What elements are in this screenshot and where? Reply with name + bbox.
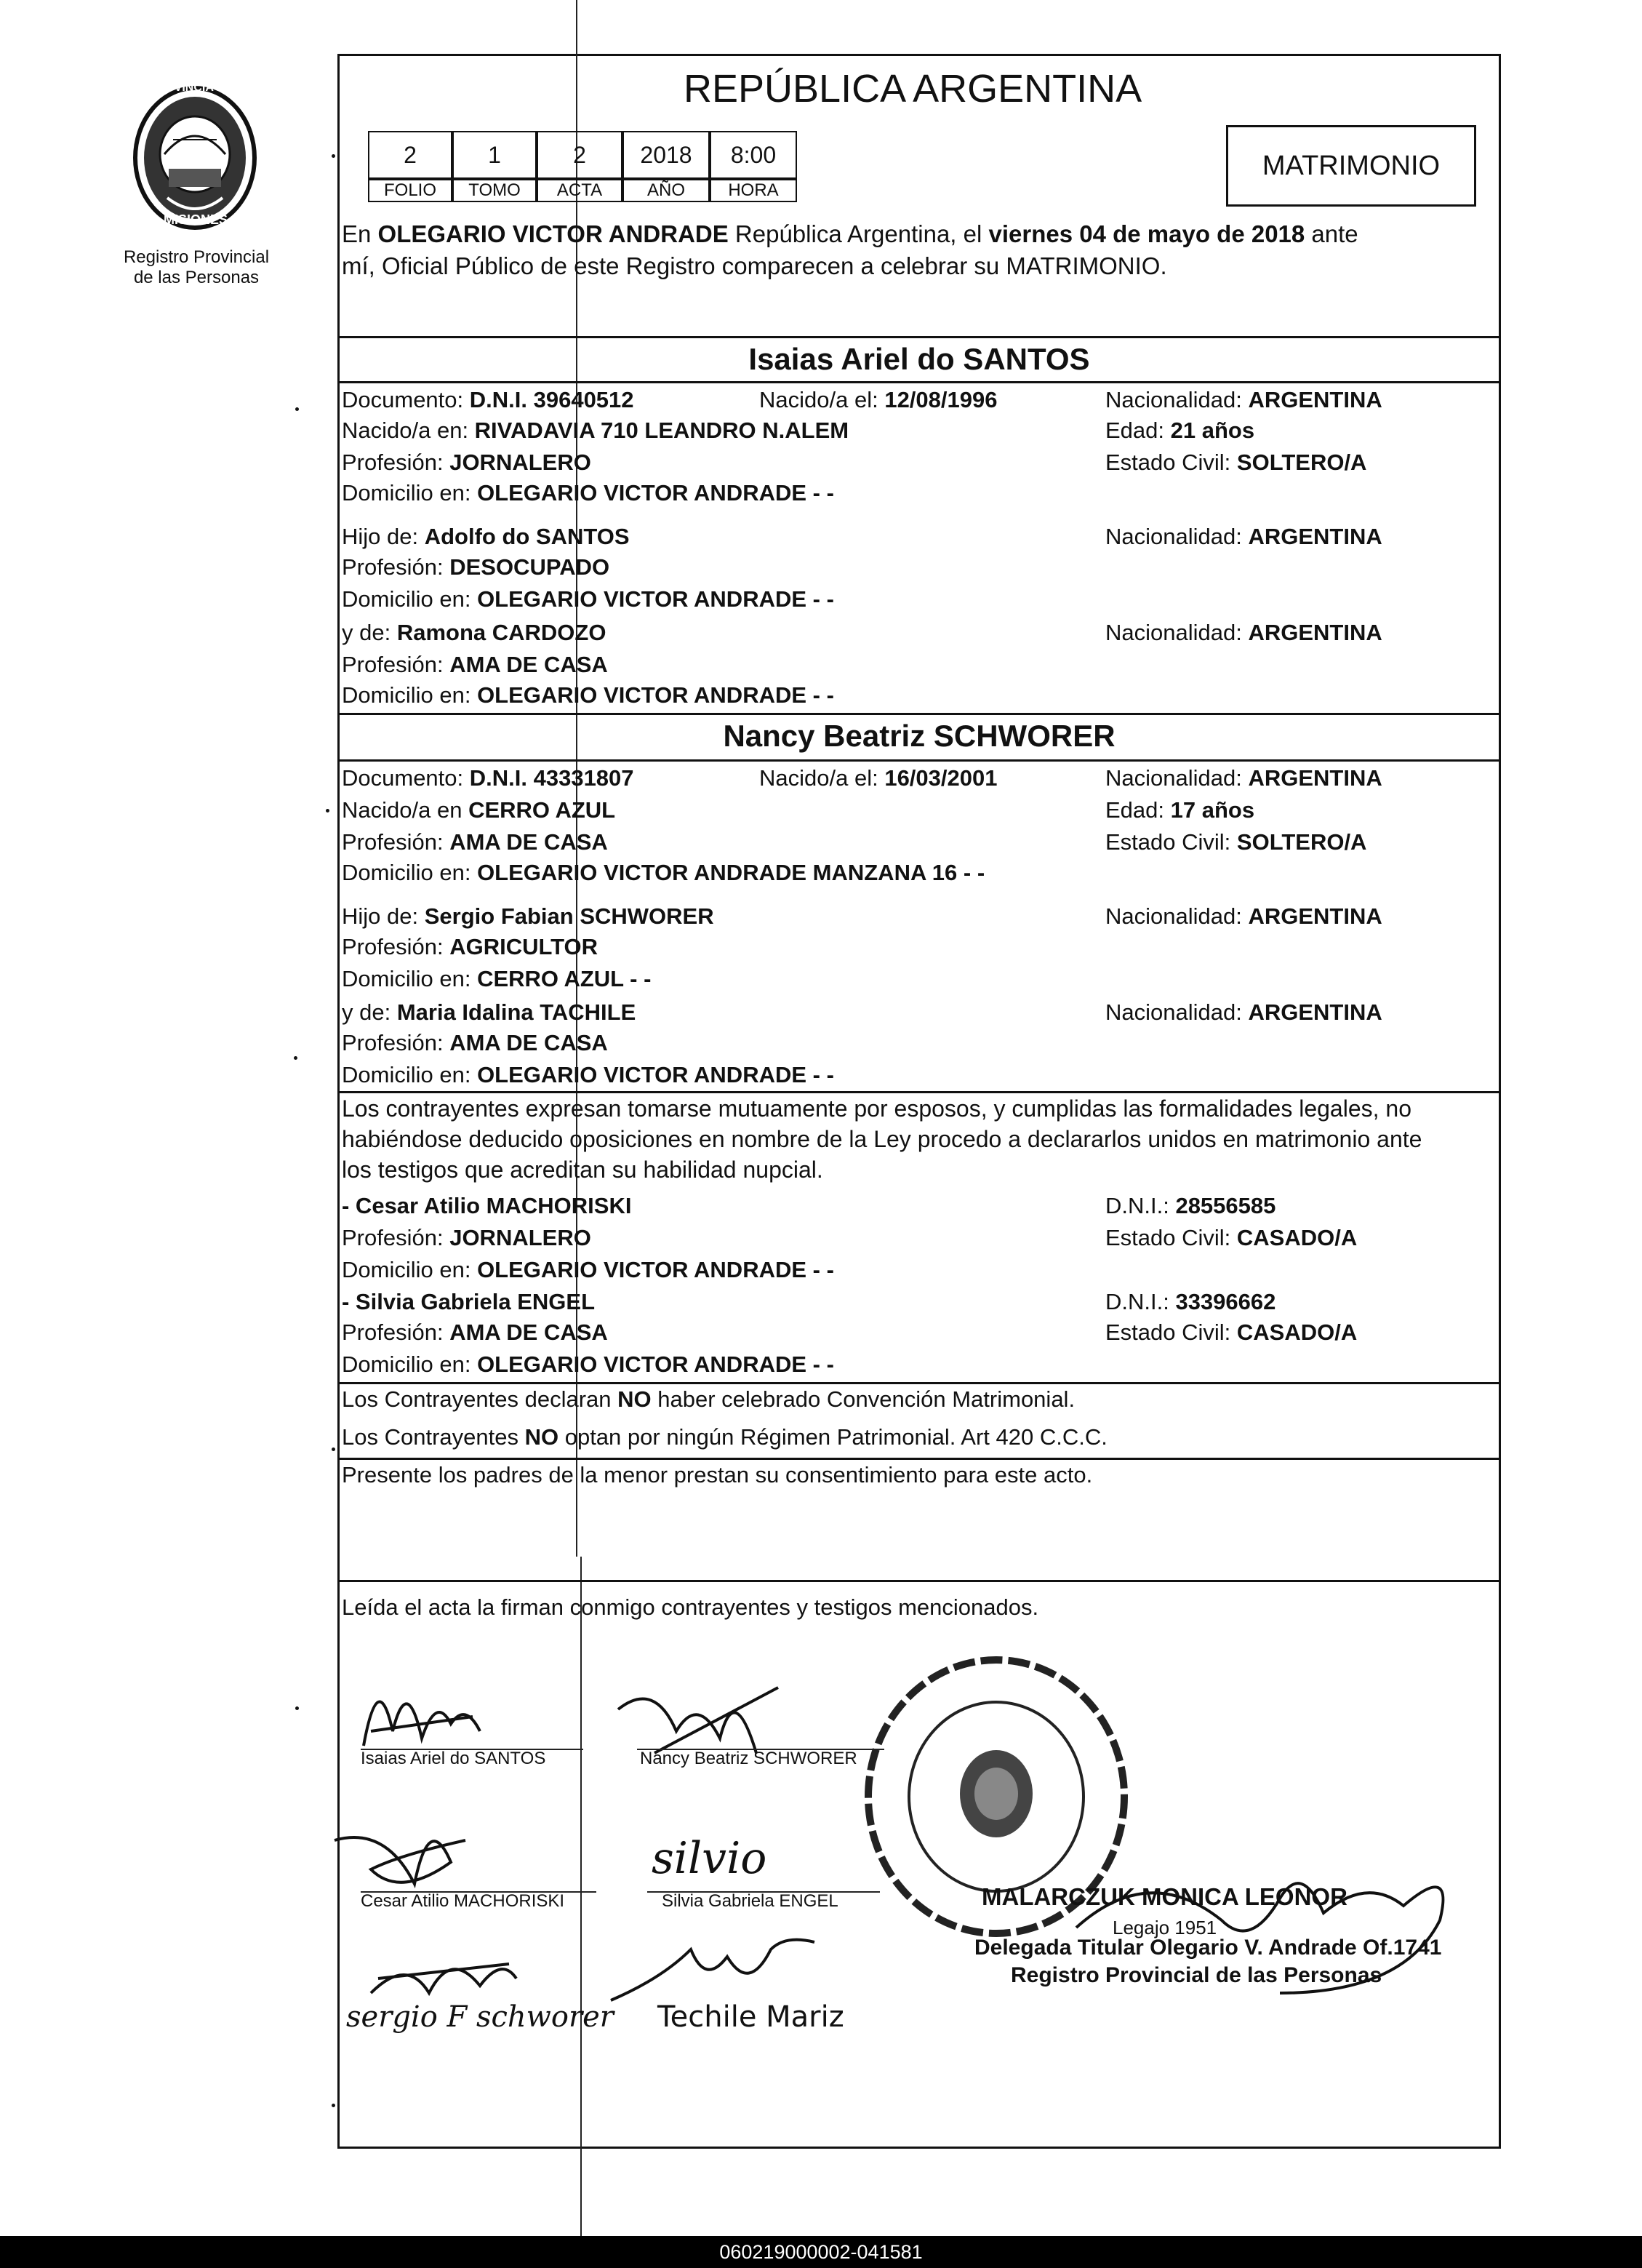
- label: Domicilio en:: [342, 1062, 478, 1087]
- spouse1-civil-status: [1105, 448, 1366, 477]
- spouse2-doc-value: D.N.I. 43331807: [469, 765, 634, 791]
- spouse2-age: [1105, 796, 1254, 825]
- acta-value: 2: [537, 131, 622, 179]
- official-name: MALARCZUK MONICA LEONOR: [982, 1883, 1347, 1910]
- spouse2-mother-nat-value: ARGENTINA: [1248, 999, 1382, 1025]
- signer-nancy: Nancy Beatriz SCHWORER: [640, 1749, 857, 1768]
- label: Profesión:: [342, 1030, 450, 1055]
- spouse1-nat-value: ARGENTINA: [1248, 387, 1382, 412]
- witness2-civil-value: CASADO/A: [1236, 1319, 1358, 1345]
- intro-text-3: ante: [1305, 220, 1358, 247]
- hora-label: HORA: [710, 179, 797, 202]
- label: Domicilio en:: [342, 860, 478, 885]
- spouse1-profession: [342, 448, 591, 477]
- tomo-value: 1: [452, 131, 537, 179]
- text: optan por ningún Régimen Patrimonial. Art 420 C.C.C.: [558, 1424, 1108, 1450]
- spouse1-mother-value: Ramona CARDOZO: [396, 620, 606, 645]
- witness1-dni: [1105, 1191, 1275, 1221]
- label: Domicilio en:: [342, 480, 478, 506]
- intro-date: viernes 04 de mayo de 2018: [988, 220, 1305, 247]
- handwritten-tachile: Techile Mariz: [657, 2000, 844, 2034]
- spouse2-father-nat-value: ARGENTINA: [1248, 903, 1382, 929]
- spouse2-father-domicile: [342, 965, 651, 994]
- spouse2-mother: [342, 998, 636, 1027]
- label: Hijo de:: [342, 524, 425, 549]
- spouse2-born-in-value: CERRO AZUL: [468, 797, 616, 823]
- witness1-domicile: [342, 1255, 834, 1285]
- spouse1-father-prof-value: DESOCUPADO: [449, 554, 610, 580]
- declaration-line-3: los testigos que acreditan su habilidad nupcial.: [342, 1157, 823, 1183]
- convention-line-1: [342, 1385, 1075, 1414]
- registry-name: [95, 247, 298, 288]
- spouse2-birthdate: [759, 764, 997, 793]
- label: D.N.I.:: [1105, 1193, 1176, 1218]
- spouse2-father-nationality: [1105, 902, 1382, 931]
- label: Nacionalidad:: [1105, 620, 1249, 645]
- margin-dot: [295, 1706, 299, 1710]
- spouse1-age: [1105, 416, 1254, 445]
- declaration-line-2: habiéndose deducido oposiciones en nombre de la Ley procedo a declararlos unidos en matrimonio ante: [342, 1126, 1422, 1152]
- spouse2-father-value: Sergio Fabian SCHWORER: [424, 903, 714, 929]
- read-line: Leída el acta la firman conmigo contrayentes y testigos mencionados.: [342, 1594, 1039, 1620]
- label: y de:: [342, 999, 397, 1025]
- spouse2-civil-status: [1105, 828, 1366, 857]
- label: Edad:: [1105, 418, 1171, 443]
- label: Nacionalidad:: [1105, 999, 1249, 1025]
- spouse2-mother-prof-value: AMA DE CASA: [449, 1030, 608, 1055]
- declaration-line-1: Los contrayentes expresan tomarse mutuamente por esposos, y cumplidas las formalidades legales, no: [342, 1095, 1411, 1122]
- margin-dot: [332, 1448, 335, 1451]
- label: D.N.I.:: [1105, 1289, 1176, 1314]
- witness1-civil-status: [1105, 1223, 1357, 1253]
- spouse2-domicile: [342, 858, 985, 887]
- spouse2-document: [342, 764, 634, 793]
- label: Domicilio en:: [342, 1351, 478, 1377]
- spouse1-mother-prof-value: AMA DE CASA: [449, 652, 608, 677]
- divider: [339, 1382, 1499, 1384]
- spouse2-name: Nancy Beatriz SCHWORER: [723, 719, 1116, 753]
- hora-value: 8:00: [710, 131, 797, 179]
- label: Nacionalidad:: [1105, 387, 1249, 412]
- spouse1-civil-value: SOLTERO/A: [1236, 450, 1367, 475]
- divider: [339, 1458, 1499, 1460]
- label: Nacido/a el:: [759, 765, 885, 791]
- label: Edad:: [1105, 797, 1171, 823]
- spouse1-mother-nationality: [1105, 618, 1382, 647]
- label: Hijo de:: [342, 903, 425, 929]
- label: y de:: [342, 620, 397, 645]
- text: Los Contrayentes: [342, 1424, 525, 1450]
- signature-cesar: [327, 1797, 473, 1906]
- witness2-profession: [342, 1318, 608, 1347]
- spouse2-mother-profession: [342, 1029, 608, 1058]
- spouse2-profession: [342, 828, 608, 857]
- label: Nacionalidad:: [1105, 765, 1249, 791]
- label: Domicilio en:: [342, 682, 478, 708]
- label: Profesión:: [342, 829, 450, 855]
- spouse2-prof-value: AMA DE CASA: [449, 829, 608, 855]
- registry-name-line1: Registro Provincial: [123, 247, 270, 267]
- spouse1-birthdate: [759, 386, 997, 415]
- label: Profesión:: [342, 1225, 450, 1250]
- text: Los Contrayentes declaran: [342, 1386, 618, 1412]
- ano-label: AÑO: [622, 179, 710, 202]
- spouse1-birthplace: [342, 416, 849, 445]
- witness2-name: - Silvia Gabriela ENGEL: [342, 1289, 596, 1314]
- spouse1-dom-value: OLEGARIO VICTOR ANDRADE - -: [477, 480, 834, 506]
- intro-text-2: República Argentina, el: [728, 220, 989, 247]
- margin-dot: [295, 407, 299, 411]
- divider: [339, 759, 1499, 762]
- witness2-dni-value: 33396662: [1175, 1289, 1276, 1314]
- witness1-civil-value: CASADO/A: [1236, 1225, 1358, 1250]
- signer-cesar: Cesar Atilio MACHORISKI: [361, 1891, 565, 1911]
- witness1-prof-value: JORNALERO: [449, 1225, 591, 1250]
- divider: [339, 381, 1499, 383]
- label: Documento:: [342, 387, 470, 412]
- label: Profesión:: [342, 554, 450, 580]
- witness2-dni: [1105, 1287, 1275, 1317]
- witness1-profession: [342, 1223, 591, 1253]
- official-legajo: Legajo 1951: [1113, 1917, 1217, 1938]
- spouse1-nationality: [1105, 386, 1382, 415]
- label: Domicilio en:: [342, 1257, 478, 1282]
- spouse2-father-prof-value: AGRICULTOR: [449, 934, 598, 959]
- official-registry: Registro Provincial de las Personas: [1011, 1963, 1382, 1987]
- spouse1-age-value: 21 años: [1170, 418, 1255, 443]
- label: Nacido/a en:: [342, 418, 475, 443]
- spouse2-father: [342, 902, 714, 931]
- spouse2-civil-value: SOLTERO/A: [1236, 829, 1367, 855]
- spouse2-mother-value: Maria Idalina TACHILE: [396, 999, 636, 1025]
- spouse1-document: [342, 386, 634, 415]
- divider: [339, 1580, 1499, 1582]
- spouse1-father-domicile: [342, 585, 834, 614]
- spouse1-father-profession: [342, 553, 609, 582]
- handwritten-sergio: sergio F schworer: [346, 2000, 614, 2034]
- label: Domicilio en:: [342, 586, 478, 612]
- consent-text: Presente los padres de la menor prestan su consentimiento para este acto.: [342, 1462, 1093, 1488]
- signer-silvia: Silvia Gabriela ENGEL: [662, 1891, 838, 1911]
- witness2-dom-value: OLEGARIO VICTOR ANDRADE - -: [477, 1351, 834, 1377]
- signer-isaias: Isaias Ariel do SANTOS: [361, 1749, 546, 1768]
- intro-text-1: En: [342, 220, 378, 247]
- label: Domicilio en:: [342, 966, 478, 991]
- spouse1-father: [342, 522, 630, 551]
- folio-value: 2: [368, 131, 452, 179]
- spouse1-born-in-value: RIVADAVIA 710 LEANDRO N.ALEM: [474, 418, 849, 443]
- spouse1-domicile: [342, 479, 834, 508]
- acta-label: ACTA: [537, 179, 622, 202]
- label: Estado Civil:: [1105, 1225, 1237, 1250]
- spouse1-mother: [342, 618, 606, 647]
- spouse1-mother-dom-value: OLEGARIO VICTOR ANDRADE - -: [477, 682, 834, 708]
- spouse2-nat-value: ARGENTINA: [1248, 765, 1382, 791]
- folio-label: FOLIO: [368, 179, 452, 202]
- witness1-dni-value: 28556585: [1175, 1193, 1276, 1218]
- label: Profesión:: [342, 934, 450, 959]
- spouse1-doc-value: D.N.I. 39640512: [469, 387, 634, 412]
- signature-maria: [604, 1920, 822, 2008]
- scan-fold-line: [580, 1557, 582, 2240]
- signature-isaias: [349, 1651, 494, 1760]
- no-emphasis: NO: [617, 1386, 652, 1412]
- witness2-civil-status: [1105, 1318, 1357, 1347]
- label: Documento:: [342, 765, 470, 791]
- spouse2-birth-value: 16/03/2001: [884, 765, 998, 791]
- witness1-dom-value: OLEGARIO VICTOR ANDRADE - -: [477, 1257, 834, 1282]
- witness2-domicile: [342, 1350, 834, 1379]
- handwritten-silvia: silvio: [652, 1833, 767, 1884]
- spouse2-mother-dom-value: OLEGARIO VICTOR ANDRADE - -: [477, 1062, 834, 1087]
- divider: [339, 1091, 1499, 1093]
- spouse1-father-dom-value: OLEGARIO VICTOR ANDRADE - -: [477, 586, 834, 612]
- margin-dot: [294, 1056, 297, 1060]
- label: Nacionalidad:: [1105, 903, 1249, 929]
- registry-name-line2: de las Personas: [133, 268, 260, 287]
- label: Profesión:: [342, 450, 450, 475]
- convention-line-2: [342, 1423, 1108, 1452]
- spouse2-birthplace: [342, 796, 615, 825]
- spouse2-dom-value: OLEGARIO VICTOR ANDRADE MANZANA 16 - -: [477, 860, 985, 885]
- margin-dot: [332, 2104, 335, 2107]
- label: Estado Civil:: [1105, 829, 1237, 855]
- intro-place: OLEGARIO VICTOR ANDRADE: [377, 220, 729, 247]
- emblem-text-top: PROVINCIA DE: [149, 81, 233, 94]
- witness2-prof-value: AMA DE CASA: [449, 1319, 608, 1345]
- spouse1-mother-nat-value: ARGENTINA: [1248, 620, 1382, 645]
- spouse2-father-profession: [342, 933, 598, 962]
- official-title: Delegada Titular Olegario V. Andrade Of.1741: [974, 1936, 1442, 1960]
- spouse1-name: Isaias Ariel do SANTOS: [748, 342, 1090, 376]
- spouse1-father-nationality: [1105, 522, 1382, 551]
- tomo-label: TOMO: [452, 179, 537, 202]
- intro-line-2: mí, Oficial Público de este Registro comparecen a celebrar su MATRIMONIO.: [342, 252, 1167, 279]
- text: haber celebrado Convención Matrimonial.: [651, 1386, 1076, 1412]
- spouse2-father-dom-value: CERRO AZUL - -: [477, 966, 652, 991]
- margin-dot: [326, 809, 329, 812]
- intro-line-1: [342, 220, 1358, 249]
- spouse2-mother-nationality: [1105, 998, 1382, 1027]
- label: Nacionalidad:: [1105, 524, 1249, 549]
- divider: [339, 336, 1499, 338]
- margin-dot: [332, 154, 335, 158]
- spouse1-prof-value: JORNALERO: [449, 450, 591, 475]
- spouse2-mother-domicile: [342, 1061, 834, 1090]
- label: Estado Civil:: [1105, 1319, 1237, 1345]
- spouse1-father-value: Adolfo do SANTOS: [424, 524, 630, 549]
- ano-value: 2018: [622, 131, 710, 179]
- label: Profesión:: [342, 1319, 450, 1345]
- spouse1-father-nat-value: ARGENTINA: [1248, 524, 1382, 549]
- spouse1-mother-profession: [342, 650, 608, 679]
- label: Profesión:: [342, 652, 450, 677]
- label: Estado Civil:: [1105, 450, 1237, 475]
- emblem-text-bottom: MISIONES: [164, 212, 228, 227]
- divider: [339, 713, 1499, 715]
- witness1-name: - Cesar Atilio MACHORISKI: [342, 1193, 632, 1218]
- spouse2-age-value: 17 años: [1170, 797, 1255, 823]
- label: Nacido/a el:: [759, 387, 885, 412]
- spouse2-nationality: [1105, 764, 1382, 793]
- document-code: 060219000002-041581: [719, 2241, 923, 2263]
- country-title: REPÚBLICA ARGENTINA: [684, 67, 1142, 111]
- spouse1-birth-value: 12/08/1996: [884, 387, 998, 412]
- no-emphasis: NO: [524, 1424, 559, 1450]
- label: Nacido/a en: [342, 797, 469, 823]
- act-type: MATRIMONIO: [1262, 151, 1441, 181]
- spouse1-mother-domicile: [342, 681, 834, 710]
